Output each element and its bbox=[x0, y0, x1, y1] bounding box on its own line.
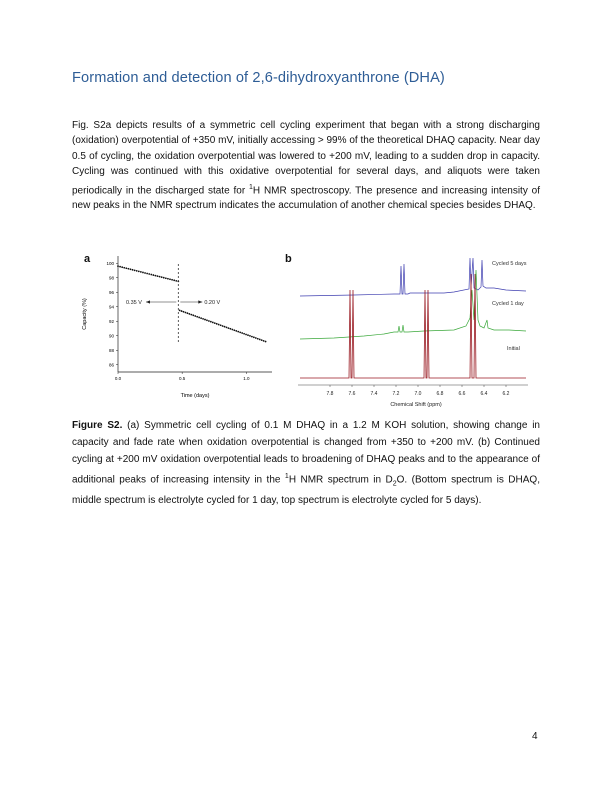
x-tick-label: 6.6 bbox=[458, 391, 466, 397]
panel-a-chart bbox=[72, 250, 282, 410]
y-tick-label: 92 bbox=[108, 319, 114, 325]
data-point bbox=[190, 314, 192, 316]
y-tick-label: 100 bbox=[106, 261, 114, 267]
data-point bbox=[198, 317, 200, 319]
data-point bbox=[196, 316, 198, 318]
arrow-left-head bbox=[146, 300, 150, 303]
x-tick-label: 7.0 bbox=[414, 391, 422, 397]
data-point bbox=[259, 339, 261, 341]
data-point bbox=[138, 271, 140, 273]
data-point bbox=[163, 277, 165, 279]
caption-text-a: (a) Symmetric cell cycling of 0.1 M DHAQ in a 1.2 M KOH solution, showing change in capacity and fade rate when oxidation overpotential is changed from +350 to +200 mV. (b) Continued cycling at +200 mV oxidation overpotential leads to broadening of DHAQ peaks and to the appearance of additional peaks of increasing intensity in the bbox=[72, 420, 540, 486]
x-axis-label: Chemical Shift (ppm) bbox=[390, 402, 442, 408]
data-point bbox=[152, 274, 154, 276]
data-point bbox=[146, 273, 148, 275]
x-tick-label: 7.8 bbox=[326, 391, 334, 397]
y-tick-label: 86 bbox=[108, 362, 114, 368]
data-point bbox=[173, 279, 175, 281]
data-point bbox=[230, 328, 232, 330]
data-point bbox=[239, 331, 241, 333]
x-tick-label: 6.4 bbox=[480, 391, 488, 397]
data-point bbox=[142, 272, 144, 274]
data-point bbox=[187, 312, 189, 314]
legend-cycled-1-day: Cycled 1 day bbox=[492, 301, 524, 307]
caption-text-c: O. (Bottom spectrum is DHAQ, middle spectrum is electrolyte cycled for 1 day, top spectrum is electrolyte cycled for 5 days). bbox=[72, 474, 540, 507]
data-point bbox=[245, 334, 247, 336]
data-point bbox=[127, 268, 129, 270]
data-point bbox=[179, 309, 181, 311]
data-point bbox=[175, 280, 177, 282]
data-point bbox=[188, 313, 190, 315]
data-point bbox=[261, 339, 263, 341]
data-point bbox=[218, 324, 220, 326]
data-point bbox=[185, 312, 187, 314]
annotation-0.35v: 0.35 V bbox=[126, 300, 142, 306]
data-point bbox=[208, 320, 210, 322]
data-point bbox=[249, 335, 251, 337]
data-point bbox=[136, 270, 138, 272]
paragraph-text-end: H NMR spectroscopy. The presence and increasing intensity of new peaks in the NMR spectrum indicates the accumulation of another chemical species besides DHAQ. bbox=[72, 184, 540, 212]
x-tick-label: 7.6 bbox=[348, 391, 356, 397]
data-point bbox=[257, 338, 259, 340]
x-tick-label: 6.8 bbox=[436, 391, 444, 397]
x-tick-label: 6.2 bbox=[502, 391, 510, 397]
data-point bbox=[140, 271, 142, 273]
x-axis-label: Time (days) bbox=[180, 393, 210, 399]
data-point bbox=[265, 341, 267, 343]
data-point bbox=[251, 336, 253, 338]
x-tick-label: 1.0 bbox=[243, 376, 250, 381]
data-point bbox=[263, 340, 265, 342]
data-point bbox=[183, 311, 185, 313]
y-tick-label: 90 bbox=[108, 333, 114, 339]
data-point bbox=[210, 321, 212, 323]
data-point bbox=[194, 315, 196, 317]
data-point bbox=[222, 325, 224, 327]
data-point bbox=[233, 329, 235, 331]
paragraph-text: Fig. S2a depicts results of a symmetric cell cycling experiment that began with a strong discharging (oxidation) overpotential of +350 mV, initially accessing > 99% of the theoretical DHAQ capacity. Near day 0.5 of cycling, the oxidation overpotential was lowered to +200 mV, leading to a sudden drop in capacity. Cycling was continued with this oxidative overpotential for several days, and aliquots were taken periodically in the discharged state for bbox=[72, 120, 540, 196]
panel-a-label: a bbox=[84, 253, 91, 265]
x-tick-label: 7.4 bbox=[370, 391, 378, 397]
data-point bbox=[202, 318, 204, 320]
data-point bbox=[216, 323, 218, 325]
x-tick-label: 0.5 bbox=[179, 376, 186, 381]
x-tick-label: 7.2 bbox=[392, 391, 400, 397]
data-point bbox=[226, 326, 228, 328]
data-point bbox=[171, 279, 173, 281]
page-number: 4 bbox=[532, 731, 538, 742]
data-point bbox=[253, 336, 255, 338]
caption-superscript: 1 bbox=[284, 473, 289, 480]
data-point bbox=[159, 276, 161, 278]
arrow-right-head bbox=[198, 300, 202, 303]
annotation-0.20v: 0.20 V bbox=[204, 300, 221, 306]
data-point bbox=[231, 329, 233, 331]
caption-text-b: H NMR spectrum in D bbox=[288, 474, 393, 486]
data-point bbox=[121, 266, 123, 268]
data-point bbox=[157, 275, 159, 277]
spectrum-initial bbox=[300, 274, 526, 378]
data-point bbox=[165, 277, 167, 279]
data-point bbox=[200, 317, 202, 319]
data-point bbox=[155, 275, 157, 277]
data-point bbox=[123, 267, 125, 269]
y-tick-label: 96 bbox=[108, 290, 114, 296]
data-point bbox=[167, 278, 169, 280]
y-axis-label: Capacity (%) bbox=[82, 298, 88, 330]
y-tick-label: 98 bbox=[108, 275, 114, 281]
section-heading: Formation and detection of 2,6-dihydroxyanthrone (DHA) bbox=[72, 70, 445, 86]
panel-b-label: b bbox=[285, 253, 292, 265]
data-point bbox=[134, 269, 136, 271]
data-point bbox=[117, 265, 119, 267]
legend-initial: Initial bbox=[507, 346, 520, 352]
figure-caption bbox=[72, 417, 540, 509]
data-point bbox=[161, 276, 163, 278]
panel-b-nmr-chart bbox=[294, 250, 544, 410]
data-point bbox=[132, 269, 134, 271]
data-point bbox=[237, 331, 239, 333]
figure-s2 bbox=[72, 250, 542, 410]
data-point bbox=[125, 267, 127, 269]
data-point bbox=[228, 327, 230, 329]
data-point bbox=[214, 322, 216, 324]
data-point bbox=[247, 334, 249, 336]
data-point bbox=[235, 330, 237, 332]
legend-cycled-5-days: Cycled 5 days bbox=[492, 261, 527, 267]
caption-label: Figure S2. bbox=[72, 420, 123, 431]
data-point bbox=[119, 266, 121, 268]
body-paragraph bbox=[72, 118, 540, 214]
data-point bbox=[150, 274, 152, 276]
data-point bbox=[243, 333, 245, 335]
data-point bbox=[148, 273, 150, 275]
data-point bbox=[220, 324, 222, 326]
data-point bbox=[224, 326, 226, 328]
data-point bbox=[206, 319, 208, 321]
data-point bbox=[204, 319, 206, 321]
data-point bbox=[192, 314, 194, 316]
data-point bbox=[169, 278, 171, 280]
data-point bbox=[181, 310, 183, 312]
superscript: 1 bbox=[248, 183, 253, 191]
data-point bbox=[144, 272, 146, 274]
caption-subscript: 2 bbox=[392, 480, 397, 488]
x-tick-label: 0.0 bbox=[114, 376, 122, 381]
data-point bbox=[212, 322, 214, 324]
y-tick-label: 94 bbox=[108, 304, 114, 310]
data-point bbox=[255, 337, 257, 339]
data-point bbox=[241, 332, 243, 334]
data-point bbox=[130, 268, 132, 270]
y-tick-label: 88 bbox=[108, 348, 114, 354]
